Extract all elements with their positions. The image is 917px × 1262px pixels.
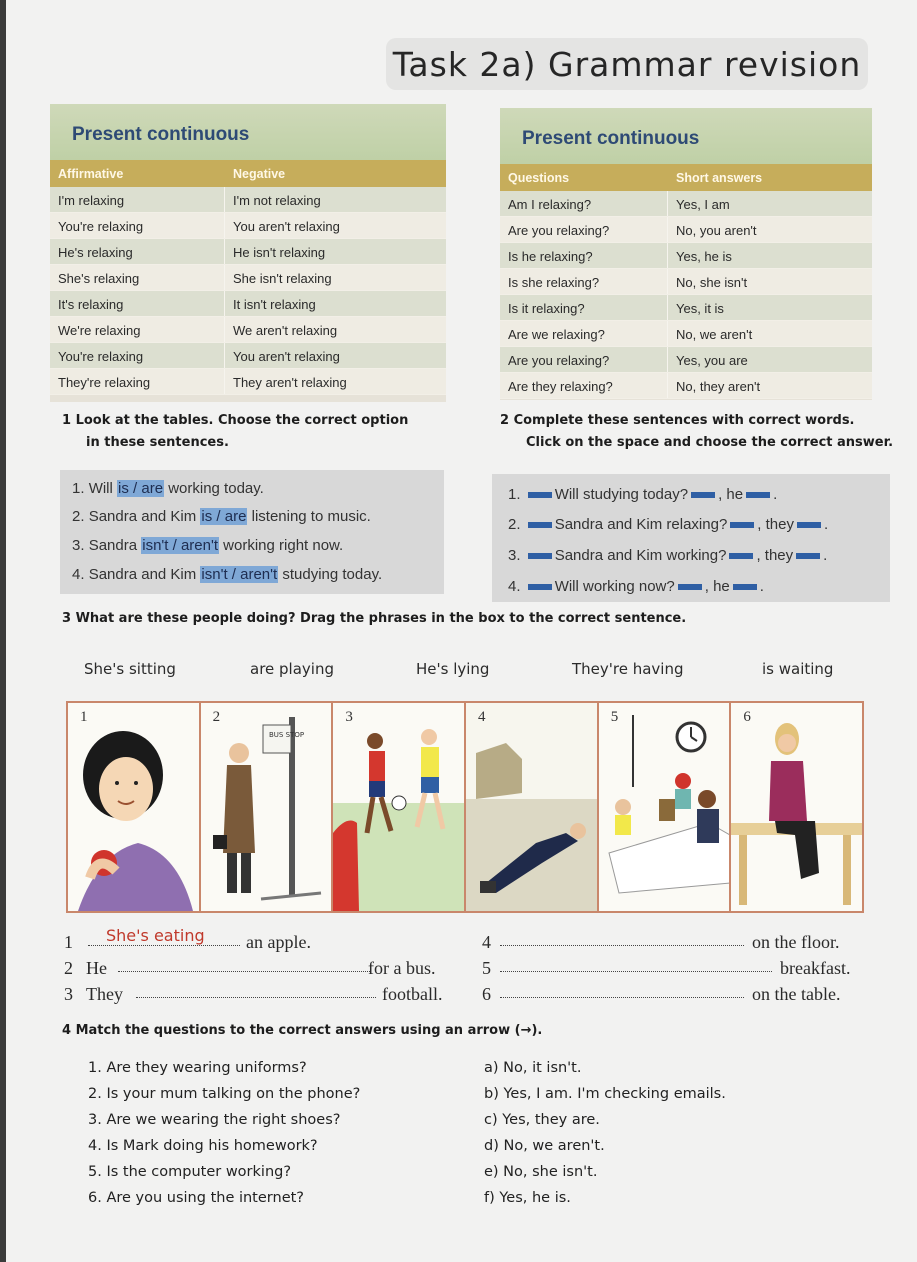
col-affirmative: Affirmative (58, 167, 124, 181)
ex1-sentence-1: 1. Will is / are working today. (72, 480, 264, 497)
table-cell: It's relaxing (50, 291, 225, 316)
ex3-blank-2[interactable] (118, 958, 370, 972)
table-row (500, 217, 872, 243)
ex2-blank[interactable] (797, 522, 821, 528)
ex2-blank[interactable] (528, 584, 552, 590)
picture-2: BUS STOP 2 (201, 703, 334, 911)
table-cell: Is he relaxing? (500, 243, 668, 268)
table-cell: No, we aren't (676, 327, 753, 342)
table-cell: You're relaxing (50, 213, 225, 238)
ex2-instruction: 2 Complete these sentences with correct words. Click on the space and choose the correct answer. (500, 413, 894, 450)
phrase-chip-1[interactable]: She's sitting (84, 660, 176, 678)
table-questions-answers (500, 108, 872, 400)
ex4-answer[interactable]: e) No, she isn't. (484, 1164, 598, 1180)
ex2-sentence-1: 1. Will studying today? , he . (508, 486, 778, 503)
table-cell: I'm not relaxing (233, 193, 321, 208)
col-questions: Questions (508, 171, 570, 185)
ex3-blank-6[interactable] (500, 984, 744, 998)
table-cell: You aren't relaxing (233, 219, 340, 234)
picture-3: 3 (333, 703, 466, 911)
table-cell: They aren't relaxing (233, 375, 347, 390)
table-row (50, 291, 446, 317)
ex2-blank[interactable] (733, 584, 757, 590)
table-cell: Am I relaxing? (500, 191, 668, 216)
table-header-row (500, 164, 872, 191)
ex2-blank[interactable] (729, 553, 753, 559)
table-cell: Are they relaxing? (500, 373, 668, 398)
table-row (500, 321, 872, 347)
table-row (500, 295, 872, 321)
phrase-chip-3[interactable]: He's lying (416, 660, 490, 678)
ex4-question[interactable]: 6. Are you using the internet? (88, 1190, 304, 1206)
table-cell: Yes, I am (676, 197, 730, 212)
table-row (500, 373, 872, 399)
table-cell: No, she isn't (676, 275, 748, 290)
table-cell: She isn't relaxing (233, 271, 332, 286)
table-row (50, 239, 446, 265)
table-cell: Yes, he is (676, 249, 732, 264)
table-row (50, 369, 446, 395)
table-row (50, 213, 446, 239)
col-short-answers: Short answers (676, 171, 763, 185)
ex3-blank-3[interactable] (136, 984, 376, 998)
page-title: Task 2a) Grammar revision (386, 38, 868, 90)
ex2-blank[interactable] (691, 492, 715, 498)
ex2-sentence-3: 3. Sandra and Kim working? , they . (508, 547, 828, 564)
table-title: Present continuous (500, 108, 872, 164)
ex2-blank[interactable] (730, 522, 754, 528)
ex4-answer[interactable]: d) No, we aren't. (484, 1138, 605, 1154)
phrase-chip-5[interactable]: is waiting (762, 660, 834, 678)
col-negative: Negative (233, 167, 286, 181)
table-row (50, 343, 446, 369)
ex2-blank[interactable] (528, 553, 552, 559)
table-cell: He isn't relaxing (233, 245, 326, 260)
table-cell: I'm relaxing (50, 187, 225, 212)
ex4-question[interactable]: 2. Is your mum talking on the phone? (88, 1086, 361, 1102)
ex3-answer-1: She's eating (106, 926, 205, 945)
table-row (500, 269, 872, 295)
picture-strip (66, 701, 864, 913)
table-cell: Is she relaxing? (500, 269, 668, 294)
table-cell: Yes, it is (676, 301, 724, 316)
ex4-question[interactable]: 1. Are they wearing uniforms? (88, 1060, 307, 1076)
table-cell: No, you aren't (676, 223, 757, 238)
picture-4: 4 (466, 703, 599, 911)
ex3-blank-5[interactable] (500, 958, 772, 972)
ex1-sentence-3: 3. Sandra isn't / aren't working right now. (72, 537, 344, 554)
ex4-instruction: 4 Match the questions to the correct answers using an arrow (→). (62, 1023, 543, 1038)
ex1-option-4[interactable]: isn't / aren't (201, 566, 278, 583)
table-row (50, 317, 446, 343)
table-row (500, 243, 872, 269)
table-cell: Are you relaxing? (500, 217, 668, 242)
table-cell: He's relaxing (50, 239, 225, 264)
phrase-chip-2[interactable]: are playing (250, 660, 334, 678)
table-title: Present continuous (50, 104, 446, 160)
table-cell: She's relaxing (50, 265, 225, 290)
table-cell: We aren't relaxing (233, 323, 338, 338)
ex4-question[interactable]: 3. Are we wearing the right shoes? (88, 1112, 341, 1128)
picture-6: 6 (731, 703, 862, 911)
ex3-instruction: 3 What are these people doing? Drag the phrases in the box to the correct sentence. (62, 611, 687, 626)
phrase-chip-4[interactable]: They're having (572, 660, 684, 678)
table-cell: Is it relaxing? (500, 295, 668, 320)
table-cell: Yes, you are (676, 353, 748, 368)
bus-stop-label: BUS STOP (268, 731, 304, 739)
ex2-blank[interactable] (746, 492, 770, 498)
table-row (50, 187, 446, 213)
ex1-option-2[interactable]: is / are (201, 508, 247, 525)
ex1-sentence-4: 4. Sandra and Kim isn't / aren't studying today. (72, 566, 383, 583)
ex1-instruction: 1 Look at the tables. Choose the correct option in these sentences. (62, 413, 409, 450)
ex4-question[interactable]: 5. Is the computer working? (88, 1164, 292, 1180)
ex4-question[interactable]: 4. Is Mark doing his homework? (88, 1138, 318, 1154)
ex4-answer[interactable]: c) Yes, they are. (484, 1112, 600, 1128)
ex2-blank[interactable] (528, 522, 552, 528)
table-cell: You aren't relaxing (233, 349, 340, 364)
table-cell: You're relaxing (50, 343, 225, 368)
table-row (500, 347, 872, 373)
ex4-answer[interactable]: a) No, it isn't. (484, 1060, 582, 1076)
table-cell: They're relaxing (50, 369, 225, 394)
ex2-sentence-2: 2. Sandra and Kim relaxing? , they . (508, 516, 829, 533)
ex3-blank-4[interactable] (500, 932, 744, 946)
table-header-row (50, 160, 446, 187)
ex3-sentence-1-num: 1 (64, 932, 73, 952)
table-cell: It isn't relaxing (233, 297, 316, 312)
ex2-blank[interactable] (528, 492, 552, 498)
table-cell: Are we relaxing? (500, 321, 668, 346)
table-cell: Are you relaxing? (500, 347, 668, 372)
table-cell: We're relaxing (50, 317, 225, 342)
ex1-sentence-2: 2. Sandra and Kim is / are listening to music. (72, 508, 371, 525)
worksheet: Task 2a) Grammar revision Present continuous Affirmative Negative I'm relaxing I'm not relaxing You're relaxing You aren't relaxing He's relaxing He isn't relaxing She's relaxing She isn't relaxing It's relaxing It isn't relaxing We're relaxing We aren't relaxing You're relaxing You aren't relaxing They're relaxing They aren't relaxing Present continuous Questions Short answers Am I relaxing? Yes, I am Are you relaxing? No, you aren't Is he relaxing? Yes, he is Is she relaxing? No, she isn't Is it relaxing? Yes, it is Are we relaxing? No, we aren't Are you relaxing? Yes, you are Are they relaxing? No, they aren't 1 Look at the tables. Choose the correct option in these sentences. 2 Complete these sentences with correct words. Click on the space and choose the correct answer. 1. Will is / are working today. 2. Sandra and Kim is / are listening to music. 3. Sandra isn't / aren't working right now. 4. Sandra and Kim isn't / aren't studying today. 1. Will studying today? , he . 2. Sandra and Kim relaxing? , they . 3. Sandra and Kim working? , they . 4. Will working now? , he . 3 What are these people doing? Drag the phrases in the box to the correct sentence. She's sitting are playing He's lying They're having is waiting 1 BUS STOP 2 3 4 5 6 1 She's eating an apple. 2 He for a bus. 3 They football. 4 on the floor. 5 breakfast. 6 on the table. 4 Match the questions to the correct answers using an arrow (→). 1. Are they wearing uniforms? 2. Is your mum talking on the phone? 3. Are we wearing the right shoes? 4. Is Mark doing his homework? 5. Is the computer working? 6. Are you using the internet? a) No, it isn't. b) Yes, I am. I'm checking emails. c) Yes, they are. d) No, we aren't. e) No, she isn't. f) Yes, he is. (6, 0, 917, 1262)
ex2-blank[interactable] (796, 553, 820, 559)
ex1-option-3[interactable]: isn't / aren't (142, 537, 218, 554)
ex4-answer[interactable]: f) Yes, he is. (484, 1190, 571, 1206)
table-affirmative-negative (50, 104, 446, 402)
ex1-option-1[interactable]: is / are (118, 480, 164, 497)
ex2-blank[interactable] (678, 584, 702, 590)
picture-5: 5 (599, 703, 732, 911)
ex4-answer[interactable]: b) Yes, I am. I'm checking emails. (484, 1086, 726, 1102)
ex2-sentence-4: 4. Will working now? , he . (508, 578, 764, 595)
table-cell: No, they aren't (676, 379, 761, 394)
picture-1: 1 (68, 703, 201, 911)
table-row (500, 191, 872, 217)
table-row (50, 265, 446, 291)
